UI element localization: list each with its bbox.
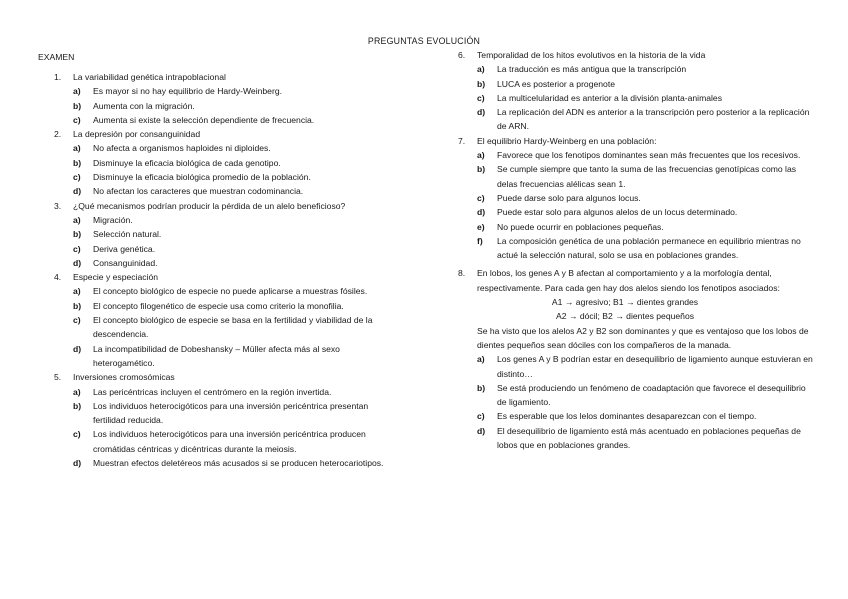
option-text: Aumenta con la migración. (93, 100, 195, 111)
option (477, 234, 813, 263)
gene-phenotype-2: A2 → dócil; B2 → dientes pequeños (555, 311, 695, 322)
option (73, 113, 399, 127)
option-text: Se está produciendo un fenómeno de coadaptación que favorece el desequilibrio de ligamiento. (497, 382, 806, 408)
question-number: 7. (458, 135, 466, 146)
options-7 (477, 148, 813, 262)
options-4 (73, 284, 399, 370)
option (477, 191, 813, 205)
option (477, 409, 813, 423)
option-letter: d) (477, 425, 486, 436)
option-text: Es esperable que los lelos dominantes desaparezcan con el tiempo. (497, 411, 757, 422)
option-letter: b) (73, 157, 82, 168)
option-text: El concepto biológico de especie no puede aplicarse a muestras fósiles. (93, 286, 368, 297)
option-letter: a) (73, 286, 81, 297)
options-1 (73, 84, 399, 127)
option (73, 141, 399, 155)
option-letter: c) (73, 429, 81, 440)
option (73, 184, 399, 198)
option-letter: b) (477, 382, 486, 393)
option (73, 313, 399, 342)
options-8 (477, 352, 813, 452)
left-column (54, 70, 399, 470)
option-letter: a) (477, 64, 485, 75)
option (73, 84, 399, 98)
option-text: Los individuos heterocigóticos para una inversión pericéntrica presentan fertilidad reducida. (93, 400, 369, 426)
question-7 (458, 134, 813, 148)
option (477, 352, 813, 381)
question-6 (458, 48, 813, 62)
option-text: La incompatibilidad de Dobeshansky – Müller afecta más al sexo heterogamético. (93, 343, 340, 368)
option-text: La replicación del ADN es anterior a la transcripción pero posterior a la replicación de ARN. (497, 107, 810, 132)
option-text: La traducción es más antigua que la transcripción (497, 64, 687, 75)
question-8 (458, 266, 813, 352)
option-text: Selección natural. (93, 229, 162, 240)
option (73, 256, 399, 270)
option-letter: c) (73, 243, 81, 254)
option-text: Favorece que los fenotipos dominantes sean más frecuentes que los recesivos. (497, 150, 801, 161)
question-text: La depresión por consanguinidad (73, 129, 201, 140)
option-text: El desequilibrio de ligamiento está más acentuado en poblaciones pequeñas de lobos que en poblaciones grandes. (497, 425, 801, 451)
option-text: Los genes A y B podrían estar en desequilibrio de ligamiento aunque estuvieran en distinto… (497, 354, 813, 379)
question-text: El equilibrio Hardy-Weinberg en una población: (477, 135, 657, 146)
option (73, 213, 399, 227)
option-text: Aumenta si existe la selección dependiente de frecuencia. (93, 114, 315, 125)
option-letter: c) (477, 411, 485, 422)
option-text: Disminuye la eficacia biológica de cada genotipo. (93, 157, 281, 168)
option-letter: c) (477, 192, 485, 203)
option-text: Migración. (93, 214, 133, 225)
option-letter: b) (477, 78, 486, 89)
option-text: Disminuye la eficacia biológica promedio de la población. (93, 172, 311, 183)
option (73, 299, 399, 313)
option-letter: a) (73, 214, 81, 225)
option-letter: e) (477, 221, 485, 232)
options-6 (477, 62, 813, 133)
option (73, 427, 399, 456)
page-title: PREGUNTAS EVOLUCIÓN (367, 36, 481, 46)
option-letter: c) (477, 92, 485, 103)
option-text: Consanguinidad. (93, 257, 158, 268)
option-text: No afecta a organismos haploides ni diploides. (93, 143, 271, 154)
option-letter: c) (73, 114, 81, 125)
option-letter: b) (73, 100, 82, 111)
option (73, 242, 399, 256)
option-text: Los individuos heterocigóticos para una inversión pericéntrica producen cromátidas céntricas y dicéntricas durante la meiosis. (93, 429, 366, 454)
option (73, 284, 399, 298)
option-letter: b) (73, 400, 82, 411)
question-text: Inversiones cromosómicas (73, 372, 175, 383)
option-letter: b) (73, 229, 82, 240)
option-text: La composición genética de una población permanece en equilibrio mientras no actué la selección natural, solo se usa en poblaciones grandes. (497, 235, 801, 261)
question-3 (54, 199, 399, 213)
option (477, 77, 813, 91)
question-text: Temporalidad de los hitos evolutivos en la historia de la vida (477, 50, 706, 60)
question-number: 4. (54, 272, 62, 283)
option (73, 170, 399, 184)
option (73, 99, 399, 113)
option-text: Deriva genética. (93, 243, 156, 254)
option-letter: f) (477, 235, 483, 246)
option-letter: d) (477, 207, 486, 218)
question-text: Especie y especiación (73, 272, 159, 283)
question-1 (54, 70, 399, 84)
question-5 (54, 370, 399, 384)
gene-phenotype-1: A1 → agresivo; B1 → dientes grandes (551, 297, 699, 308)
option-letter: c) (73, 315, 81, 326)
option-text: Puede estar solo para algunos alelos de un locus determinado. (497, 207, 738, 218)
option-text: No afectan los caracteres que muestran codominancia. (93, 186, 304, 197)
option (477, 62, 813, 76)
exam-label: EXAMEN (38, 52, 75, 62)
option-letter: a) (477, 354, 485, 365)
option (477, 162, 813, 191)
option-letter: d) (73, 186, 82, 197)
option (477, 148, 813, 162)
option (477, 205, 813, 219)
right-column (458, 48, 813, 452)
option-text: El concepto filogenético de especie usa como criterio la monofilia. (93, 300, 344, 311)
option (73, 156, 399, 170)
question-text: La variabilidad genética intrapoblacional (73, 72, 226, 82)
option (73, 227, 399, 241)
option-text: LUCA es posterior a progenote (497, 78, 615, 89)
option-letter: d) (73, 257, 82, 268)
options-3 (73, 213, 399, 270)
question-number: 6. (458, 50, 466, 60)
question-number: 5. (54, 372, 62, 383)
option (73, 342, 399, 371)
options-5 (73, 385, 399, 471)
option (477, 381, 813, 410)
option-text: Se cumple siempre que tanto la suma de las frecuencias genotípicas como las delas frecuencias alélicas sean 1. (497, 164, 797, 189)
question-number: 1. (54, 72, 62, 82)
option-text: El concepto biológico de especie se basa en la fertilidad y viabilidad de la descendencia. (93, 315, 373, 340)
question-extra-text: Se ha visto que los alelos A2 y B2 son dominantes y que es ventajoso que los lobos de dientes pequeños sean dóciles con los compañeros de la manada. (477, 325, 809, 350)
option (477, 91, 813, 105)
option (477, 105, 813, 134)
option (73, 399, 399, 428)
options-2 (73, 141, 399, 198)
option (477, 220, 813, 234)
option (73, 385, 399, 399)
question-4 (54, 270, 399, 284)
option-text: No puede ocurrir en poblaciones pequeñas. (497, 221, 664, 232)
option (477, 424, 813, 453)
option-letter: a) (73, 386, 81, 397)
option-letter: a) (73, 143, 81, 154)
option-letter: d) (73, 343, 82, 354)
option-text: Las pericéntricas incluyen el centrómero en la región invertida. (93, 386, 332, 397)
option-letter: d) (477, 107, 486, 118)
option-letter: d) (73, 458, 82, 469)
question-2 (54, 127, 399, 141)
option-text: Es mayor si no hay equilibrio de Hardy-Weinberg. (93, 86, 282, 97)
question-number: 3. (54, 200, 62, 211)
option-letter: a) (73, 86, 81, 97)
option (73, 456, 399, 470)
question-text: En lobos, los genes A y B afectan al comportamiento y a la morfología dental, respectivamente. Para cada gen hay dos alelos siendo los fenotipos asociados: (477, 268, 780, 293)
option-letter: c) (73, 172, 81, 183)
option-text: Muestran efectos deletéreos más acusados si se producen heterocariotipos. (93, 458, 384, 469)
option-letter: a) (477, 150, 485, 161)
option-letter: b) (73, 300, 82, 311)
question-number: 8. (458, 268, 466, 279)
option-text: Puede darse solo para algunos locus. (497, 192, 641, 203)
question-text: ¿Qué mecanismos podrían producir la pérdida de un alelo beneficioso? (73, 200, 346, 211)
question-number: 2. (54, 129, 62, 140)
option-text: La multicelularidad es anterior a la división planta-animales (497, 92, 722, 103)
option-letter: b) (477, 164, 486, 175)
